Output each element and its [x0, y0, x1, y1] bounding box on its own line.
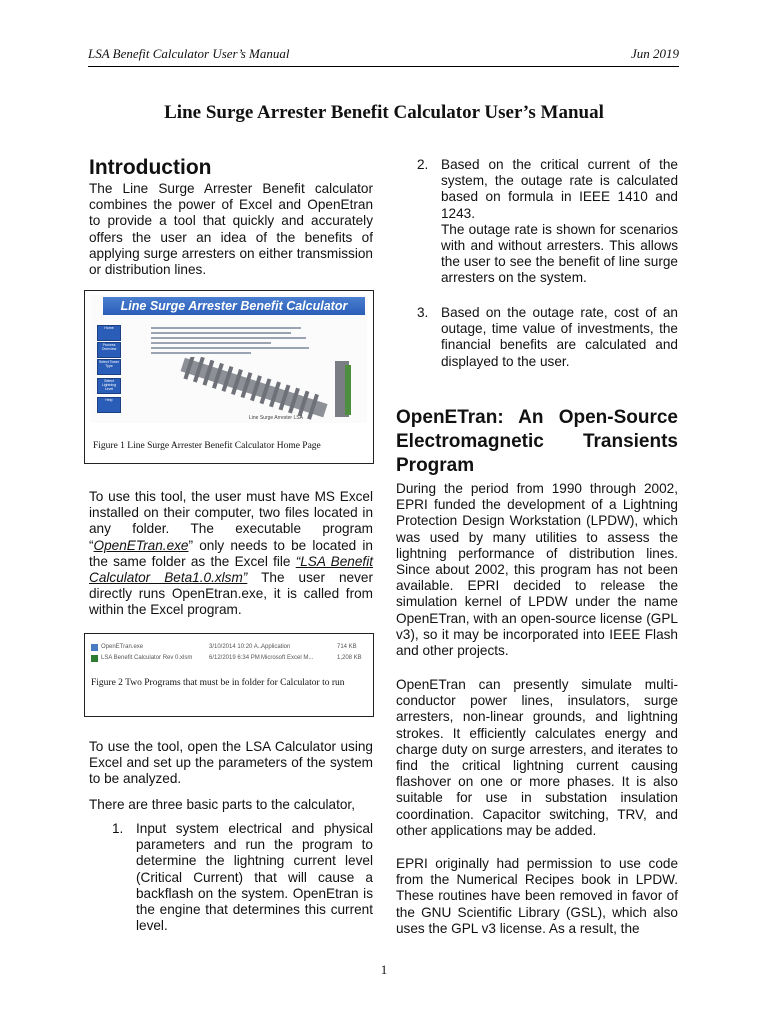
figure-1	[84, 290, 374, 464]
figure-1-caption: Figure 1 Line Surge Arrester Benefit Calculator Home Page	[93, 441, 321, 451]
exe-file-icon	[91, 644, 98, 651]
calculator-banner: Line Surge Arrester Benefit Calculator	[103, 297, 365, 315]
openetran-paragraph-1: During the period from 1990 through 2002, EPRI funded the development of a Lightning Protection Design Workstation (LPDW), which was used by many utilities to assess the lightning performance of distribution lines. Since about 2002, this program has not been available. EPRI decided to release the simulation kernel of LPDW under the name OpenETran, with an open-source license (GPL v3), so it may be incorporated into IEEE Flash and other projects.	[396, 481, 678, 659]
figure-2-caption: Figure 2 Two Programs that must be in folder for Calculator to run	[91, 678, 345, 688]
step-list-item: 1. Input system electrical and physical parameters and run the program to determine the lightning current level (Critical Current) that will cause a backflash on the system. OpenEtran is the engine that determines this current level.	[112, 821, 373, 934]
introduction-paragraph: The Line Surge Arrester Benefit calculator combines the power of Excel and OpenEtran to provide a tool that quickly and accurately offers the user an idea of the benefits of applying surge arresters on either transmission or distribution lines.	[89, 181, 373, 278]
step-list-item: 2. Based on the critical current of the system, the outage rate is calculated based on formula in IEEE 1410 and 1243. The outage rate is shown for scenarios with and without arresters. This allows the user to see the benefit of line surge arresters on the system.	[417, 157, 678, 286]
figure-2	[84, 633, 374, 717]
excel-file-link[interactable]: “LSA Benefit Calculator Beta1.0.xlsm”	[89, 553, 373, 586]
nav-label: Select Tower Type	[99, 360, 119, 368]
description-text-lines	[151, 327, 311, 361]
introduction-heading: Introduction	[89, 156, 212, 179]
nav-label: Process Overview	[101, 343, 117, 351]
openetran-paragraph-3: EPRI originally had permission to use code from the Numerical Recipes book in LPDW. These routines have been removed in favor of the GNU Scientific Library (GSL), which also uses the GPL v3 license. As a result, the	[396, 856, 678, 936]
page-number: 1	[380, 962, 388, 977]
file-row: LSA Benefit Calculator Rev 0.xlsm 6/12/2019 6:34 PM Microsoft Excel M... 1,208 KB	[91, 653, 367, 664]
illustration-label: Line Surge Arrester LSA	[249, 415, 303, 421]
open-tool-paragraph: To use the tool, open the LSA Calculator using Excel and set up the parameters of the system to be analyzed.	[89, 739, 373, 787]
excel-file-icon	[91, 655, 98, 662]
nav-label: Select Lightning Level	[101, 379, 117, 391]
header-doc-title: LSA Benefit Calculator User’s Manual	[88, 46, 290, 61]
running-header	[88, 46, 679, 67]
nav-label: Home	[104, 326, 114, 330]
calculator-home-screenshot	[91, 295, 367, 423]
usage-paragraph: To use this tool, the user must have MS Excel installed on their computer, two files located in any folder. The executable program “OpenETran.exe” only needs to be located in the same folder as the Excel file “LSA Benefit Calculator Beta1.0.xlsm” The user never directly runs OpenEtran.exe, it is called from within the Excel program.	[89, 489, 373, 618]
openetran-paragraph-2: OpenETran can presently simulate multi-conductor power lines, insulators, surge arresters, non-linear grounds, and lightning strokes. It efficiently calculates energy and charge duty on surge arresters, and iterates to find the critical lightning current causing flashover on one or more phases. It is also suitable for use in substation insulation coordination. Capacitor switching, TRV, and other applications may be added.	[396, 677, 678, 838]
openetran-exe-link[interactable]: OpenETran.exe	[93, 537, 189, 553]
openetran-heading: OpenETran: An Open-Source Electromagnetic Transients Program	[396, 407, 678, 476]
nav-label: Help	[105, 398, 113, 402]
file-row: OpenETran.exe 3/10/2014 10:20 A... Application 714 KB	[91, 642, 367, 653]
three-parts-paragraph: There are three basic parts to the calculator,	[89, 797, 355, 812]
header-date: Jun 2019	[630, 46, 679, 61]
surge-arrester-illustration	[149, 357, 359, 421]
step-list-item: 3. Based on the outage rate, cost of an outage, time value of investments, the financial benefits are calculated and displayed to the user.	[417, 305, 678, 369]
document-title: Line Surge Arrester Benefit Calculator User’s Manual	[164, 102, 604, 123]
